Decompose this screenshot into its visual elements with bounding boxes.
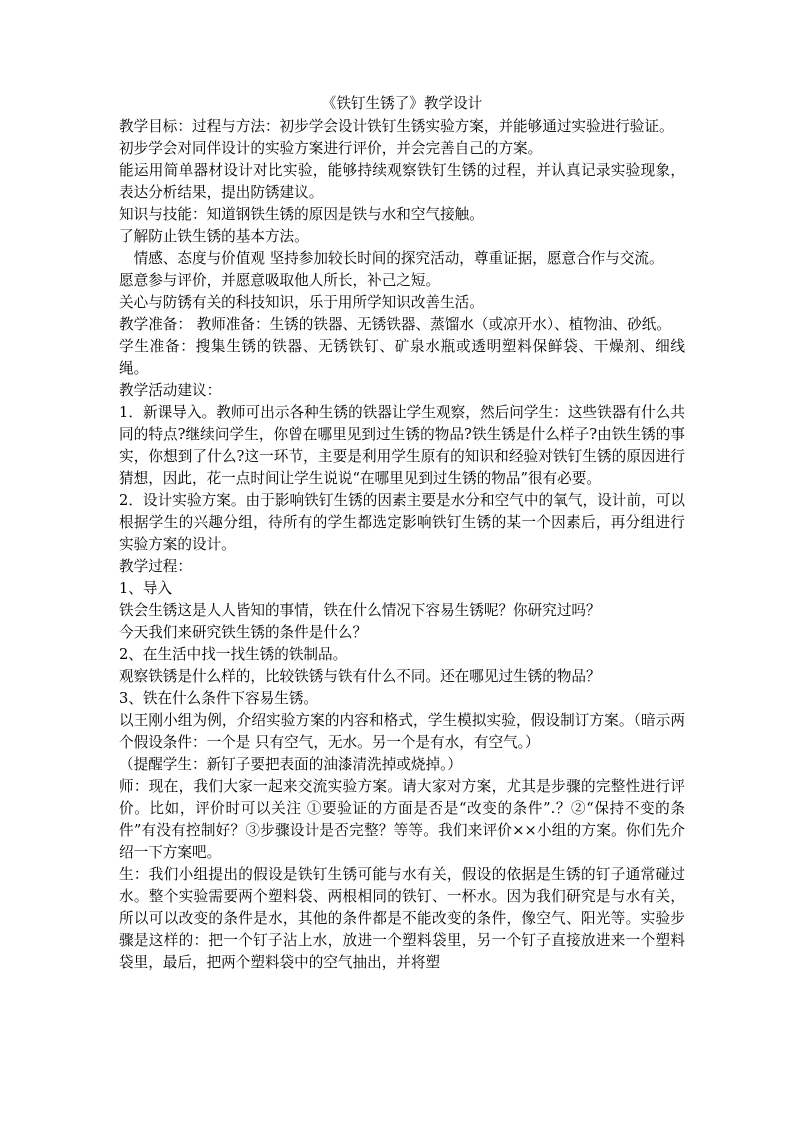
paragraph: 1．新课导入。教师可出示各种生锈的铁器让学生观察，然后问学生：这些铁器有什么共同的特点?继续问学生，你曾在哪里见到过生锈的物品?铁生锈是什么样子?由铁生锈的事实，你想到了什么?这一环节，主要是利用学生原有的知识和经验对铁钉生锈的原因进行猜想，因此，花一点时间让学生说说“在哪里见到过生锈的物品”很有必要。 <box>119 404 685 487</box>
paragraph: 今天我们来研究铁生锈的条件是什么？ <box>119 624 368 641</box>
paragraph: （提醒学生：新钉子要把表面的油漆清洗掉或烧掉。） <box>119 756 462 773</box>
paragraph: 1、导入 <box>119 580 173 597</box>
paragraph: 了解防止铁生锈的基本方法。 <box>119 228 309 245</box>
paragraph: 知识与技能：知道钢铁生锈的原因是铁与水和空气接触。 <box>119 206 484 223</box>
paragraph: 2．设计实验方案。由于影响铁钉生锈的因素主要是水分和空气中的氧气，设计前，可以根据学生的兴趣分组，待所有的学生都选定影响铁钉生锈的某一个因素后，再分组进行实验方案的设计。 <box>119 492 685 553</box>
paragraph: 教学目标：过程与方法：初步学会设计铁钉生锈实验方案，并能够通过实验进行验证。 <box>119 118 674 135</box>
paragraph: 愿意参与评价，并愿意吸取他人所长，补己之短。 <box>119 272 441 289</box>
paragraph: 初步学会对同伴设计的实验方案进行评价，并会完善自己的方案。 <box>119 140 543 157</box>
paragraph: 铁会生锈这是人人皆知的事情，铁在什么情况下容易生锈呢？你研究过吗？ <box>119 602 601 619</box>
paragraph: 教学准备： 教师准备：生锈的铁器、无锈铁器、蒸馏水（或凉开水）、植物油、砂纸。 <box>119 316 671 333</box>
paragraph: 生：我们小组提出的假设是铁钉生锈可能与水有关，假设的依据是生锈的钉子通常碰过水。整个实验需要两个塑料袋、两根相同的铁钉、一杯水。因为我们研究是与水有关，所以可以改变的条件是水，其他的条件都是不能改变的条件，像空气、阳光等。实验步骤是这样的：把一个钉子沾上水，放进一个塑料袋里，另一个钉子直接放进来一个塑料袋里，最后，把两个塑料袋中的空气抽出，并将塑 <box>119 866 685 971</box>
paragraph: 关心与防锈有关的科技知识，乐于用所学知识改善生活。 <box>119 294 484 311</box>
paragraph: 以王刚小组为例，介绍实验方案的内容和格式，学生模拟实验，假设制订方案。（暗示两个假设条件：一个是 只有空气，无水。另一个是有水，有空气。） <box>119 712 685 751</box>
paragraph: 观察铁锈是什么样的，比较铁锈与铁有什么不同。还在哪见过生锈的物品？ <box>119 668 601 685</box>
paragraph: 能运用简单器材设计对比实验，能够持续观察铁钉生锈的过程，并认真记录实验现象，表达分析结果，提出防锈建议。 <box>119 162 685 201</box>
paragraph: 2、在生活中找一找生锈的铁制品。 <box>119 646 348 663</box>
section-heading: 教学活动建议： <box>119 382 222 399</box>
section-heading: 教学过程： <box>119 558 192 575</box>
paragraph: 学生准备：搜集生锈的铁器、无锈铁钉、矿泉水瓶或透明塑料保鲜袋、干燥剂、细线绳。 <box>119 338 685 377</box>
paragraph: 师：现在，我们大家一起来交流实验方案。请大家对方案，尤其是步骤的完整性进行评价。比如，评价时可以关注 ①要验证的方面是否是“改变的条件”.？②“保持不变的条件”有没有控制好？③步骤设计是否完整？等等。我们来评价××小组的方案。你们先介绍一下方案吧。 <box>119 778 685 861</box>
paragraph: 情感、态度与价值观 坚持参加较长时间的探究活动，尊重证据，愿意合作与交流。 <box>133 250 664 267</box>
document-title: 《铁钉生锈了》教学设计 <box>321 95 483 112</box>
document-page <box>119 94 685 974</box>
paragraph: 3、铁在什么条件下容易生锈。 <box>119 690 319 707</box>
